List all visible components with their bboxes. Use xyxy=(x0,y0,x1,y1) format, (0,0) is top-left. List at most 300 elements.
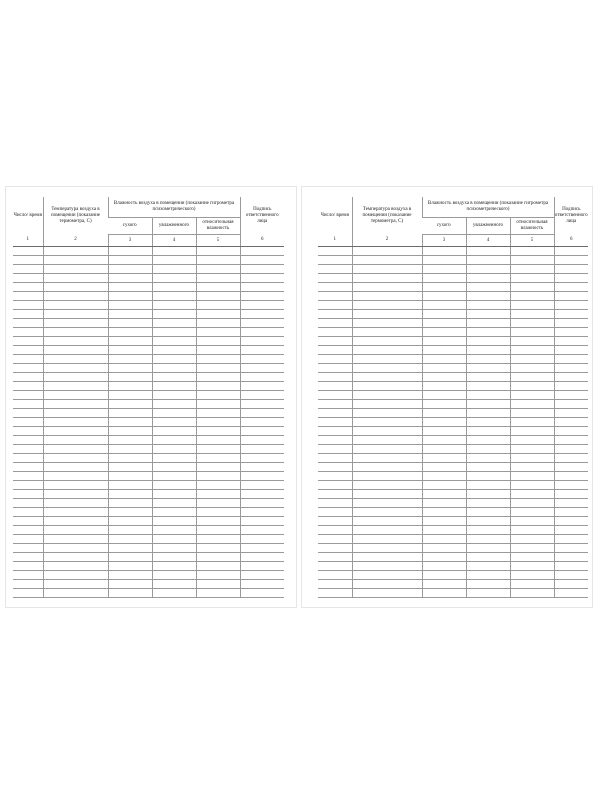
table-cell xyxy=(108,346,152,355)
table-cell xyxy=(554,247,588,256)
table-row xyxy=(13,301,284,310)
table-cell xyxy=(554,517,588,526)
table-cell xyxy=(13,310,43,319)
table-row xyxy=(13,418,284,427)
table-cell xyxy=(422,292,466,301)
table-cell xyxy=(352,247,422,256)
table-cell xyxy=(43,292,108,301)
column-number: 4 xyxy=(466,235,510,247)
table-cell xyxy=(510,481,554,490)
table-cell xyxy=(466,391,510,400)
table-cell xyxy=(510,355,554,364)
table-cell xyxy=(196,400,240,409)
table-cell xyxy=(43,409,108,418)
table-cell xyxy=(510,265,554,274)
table-cell xyxy=(108,526,152,535)
header-date-time: Число/ время xyxy=(320,212,349,218)
table-cell xyxy=(152,400,196,409)
table-row xyxy=(13,499,284,508)
table-cell xyxy=(240,400,284,409)
table-cell xyxy=(422,544,466,553)
table-cell xyxy=(554,346,588,355)
table-cell xyxy=(466,454,510,463)
table-cell xyxy=(510,310,554,319)
table-cell xyxy=(43,472,108,481)
table-cell xyxy=(240,499,284,508)
table-cell xyxy=(554,364,588,373)
table-cell xyxy=(554,499,588,508)
table-row xyxy=(318,319,588,328)
table-cell xyxy=(13,580,43,589)
table-cell xyxy=(352,373,422,382)
table-cell xyxy=(554,454,588,463)
table-cell xyxy=(13,409,43,418)
table-cell xyxy=(466,346,510,355)
table-cell xyxy=(196,589,240,598)
table-cell xyxy=(13,553,43,562)
table-cell xyxy=(152,553,196,562)
table-row xyxy=(13,562,284,571)
table-cell xyxy=(318,418,352,427)
table-cell xyxy=(43,490,108,499)
table-cell xyxy=(422,454,466,463)
table-cell xyxy=(13,445,43,454)
table-cell xyxy=(43,463,108,472)
table-cell xyxy=(43,355,108,364)
table-row xyxy=(318,508,588,517)
column-number: 2 xyxy=(352,235,422,247)
table-cell xyxy=(318,517,352,526)
table-row xyxy=(13,553,284,562)
table-cell xyxy=(422,580,466,589)
table-cell xyxy=(152,535,196,544)
table-cell xyxy=(554,544,588,553)
table-row xyxy=(13,355,284,364)
table-cell xyxy=(240,481,284,490)
table-cell xyxy=(422,463,466,472)
table-cell xyxy=(318,427,352,436)
table-cell xyxy=(196,463,240,472)
table-cell xyxy=(240,517,284,526)
table-row xyxy=(13,526,284,535)
table-cell xyxy=(466,355,510,364)
table-cell xyxy=(318,535,352,544)
table-cell xyxy=(152,337,196,346)
table-cell xyxy=(352,337,422,346)
table-cell xyxy=(108,508,152,517)
table-cell xyxy=(196,580,240,589)
table-cell xyxy=(318,400,352,409)
table-cell xyxy=(240,553,284,562)
table-cell xyxy=(108,247,152,256)
table-row xyxy=(318,463,588,472)
table-cell xyxy=(466,544,510,553)
table-cell xyxy=(152,436,196,445)
table-row xyxy=(318,571,588,580)
table-row xyxy=(318,418,588,427)
table-row xyxy=(318,427,588,436)
table-cell xyxy=(466,562,510,571)
table-cell xyxy=(510,553,554,562)
table-cell xyxy=(152,481,196,490)
table-cell xyxy=(318,436,352,445)
table-cell xyxy=(152,409,196,418)
table-cell xyxy=(318,355,352,364)
table-cell xyxy=(466,364,510,373)
table-cell xyxy=(196,544,240,553)
table-cell xyxy=(318,265,352,274)
table-cell xyxy=(240,544,284,553)
table-cell xyxy=(510,283,554,292)
table-cell xyxy=(13,562,43,571)
table-cell xyxy=(352,418,422,427)
table-cell xyxy=(108,292,152,301)
table-cell xyxy=(554,409,588,418)
table-cell xyxy=(554,589,588,598)
table-cell xyxy=(43,427,108,436)
table-row xyxy=(318,346,588,355)
table-cell xyxy=(108,382,152,391)
table-row xyxy=(13,454,284,463)
table-cell xyxy=(554,400,588,409)
table-row xyxy=(318,292,588,301)
table-cell xyxy=(352,580,422,589)
table-cell xyxy=(152,247,196,256)
table-cell xyxy=(13,337,43,346)
table-cell xyxy=(554,535,588,544)
table-cell xyxy=(318,445,352,454)
table-cell xyxy=(196,418,240,427)
table-cell xyxy=(240,445,284,454)
table-cell xyxy=(152,346,196,355)
table-cell xyxy=(318,373,352,382)
table-cell xyxy=(422,571,466,580)
table-cell xyxy=(108,391,152,400)
table-cell xyxy=(510,427,554,436)
table-row xyxy=(318,499,588,508)
table-cell xyxy=(422,517,466,526)
table-row xyxy=(318,481,588,490)
table-cell xyxy=(554,292,588,301)
table-cell xyxy=(43,499,108,508)
table-cell xyxy=(240,472,284,481)
table-cell xyxy=(352,571,422,580)
table-cell xyxy=(240,247,284,256)
table-row xyxy=(318,247,588,256)
table-row xyxy=(318,562,588,571)
table-cell xyxy=(43,346,108,355)
table-cell xyxy=(152,292,196,301)
table-cell xyxy=(196,337,240,346)
table-row xyxy=(13,472,284,481)
table-row xyxy=(318,445,588,454)
table-cell xyxy=(466,490,510,499)
table-cell xyxy=(510,490,554,499)
table-cell xyxy=(466,589,510,598)
column-number: 3 xyxy=(422,235,466,247)
table-row xyxy=(13,346,284,355)
table-cell xyxy=(422,418,466,427)
table-cell xyxy=(510,526,554,535)
table-cell xyxy=(13,571,43,580)
table-cell xyxy=(152,274,196,283)
table-cell xyxy=(43,436,108,445)
table-cell xyxy=(318,589,352,598)
table-cell xyxy=(352,265,422,274)
table-cell xyxy=(108,454,152,463)
table-cell xyxy=(196,409,240,418)
table-cell xyxy=(152,517,196,526)
table-row xyxy=(13,310,284,319)
table-cell xyxy=(554,337,588,346)
table-cell xyxy=(510,301,554,310)
table-row xyxy=(13,292,284,301)
table-cell xyxy=(510,373,554,382)
table-cell xyxy=(318,553,352,562)
table-cell xyxy=(466,481,510,490)
table-cell xyxy=(352,508,422,517)
table-cell xyxy=(152,328,196,337)
table-cell xyxy=(554,526,588,535)
table-cell xyxy=(510,328,554,337)
table-cell xyxy=(152,526,196,535)
table-row xyxy=(318,454,588,463)
table-cell xyxy=(554,382,588,391)
column-number: 5 xyxy=(510,235,554,247)
table-cell xyxy=(152,382,196,391)
table-cell xyxy=(152,373,196,382)
table-cell xyxy=(466,499,510,508)
table-row xyxy=(318,310,588,319)
table-cell xyxy=(422,265,466,274)
table-cell xyxy=(43,391,108,400)
table-cell xyxy=(196,319,240,328)
table-cell xyxy=(13,355,43,364)
table-cell xyxy=(554,490,588,499)
table-cell xyxy=(318,301,352,310)
table-cell xyxy=(318,337,352,346)
table-cell xyxy=(196,292,240,301)
table-cell xyxy=(466,400,510,409)
table-cell xyxy=(352,463,422,472)
table-cell xyxy=(196,454,240,463)
table-cell xyxy=(108,328,152,337)
table-cell xyxy=(466,337,510,346)
table-cell xyxy=(466,472,510,481)
table-cell xyxy=(152,283,196,292)
table-cell xyxy=(196,364,240,373)
table-cell xyxy=(108,490,152,499)
table-cell xyxy=(13,472,43,481)
table-cell xyxy=(554,418,588,427)
table-row xyxy=(13,490,284,499)
table-row xyxy=(13,481,284,490)
table-cell xyxy=(554,283,588,292)
table-row xyxy=(318,373,588,382)
table-cell xyxy=(43,283,108,292)
table-row xyxy=(318,535,588,544)
table-cell xyxy=(108,571,152,580)
table-cell xyxy=(196,436,240,445)
table-cell xyxy=(152,265,196,274)
table-cell xyxy=(422,283,466,292)
table-cell xyxy=(13,346,43,355)
table-row xyxy=(318,355,588,364)
table-cell xyxy=(152,355,196,364)
table-cell xyxy=(554,580,588,589)
table-cell xyxy=(352,400,422,409)
table-cell xyxy=(422,256,466,265)
table-cell xyxy=(196,355,240,364)
table-cell xyxy=(422,499,466,508)
table-row xyxy=(318,490,588,499)
table-cell xyxy=(422,391,466,400)
table-cell xyxy=(43,337,108,346)
table-cell xyxy=(466,256,510,265)
header-signature: Подпись ответственного лица xyxy=(554,197,588,235)
table-cell xyxy=(43,400,108,409)
table-row xyxy=(13,427,284,436)
table-cell xyxy=(510,571,554,580)
table-cell xyxy=(422,526,466,535)
table-cell xyxy=(13,301,43,310)
table-row xyxy=(13,445,284,454)
table-cell xyxy=(318,256,352,265)
table-cell xyxy=(466,571,510,580)
table-cell xyxy=(422,328,466,337)
table-cell xyxy=(240,436,284,445)
table-cell xyxy=(13,544,43,553)
table-cell xyxy=(352,409,422,418)
table-row xyxy=(318,391,588,400)
table-cell xyxy=(466,319,510,328)
table-row xyxy=(13,283,284,292)
table-cell xyxy=(422,508,466,517)
table-cell xyxy=(108,463,152,472)
table-cell xyxy=(43,301,108,310)
table-cell xyxy=(43,373,108,382)
table-cell xyxy=(43,526,108,535)
table-cell xyxy=(510,580,554,589)
table-cell xyxy=(196,373,240,382)
table-cell xyxy=(13,373,43,382)
table-cell xyxy=(43,445,108,454)
table-cell xyxy=(554,256,588,265)
table-cell xyxy=(152,589,196,598)
table-cell xyxy=(318,346,352,355)
table-row xyxy=(13,409,284,418)
table-row xyxy=(318,337,588,346)
table-cell xyxy=(13,256,43,265)
table-cell xyxy=(352,445,422,454)
table-cell xyxy=(352,589,422,598)
column-number: 6 xyxy=(240,235,284,247)
table-cell xyxy=(43,481,108,490)
table-cell xyxy=(318,571,352,580)
table-cell xyxy=(352,256,422,265)
table-cell xyxy=(422,535,466,544)
table-cell xyxy=(422,436,466,445)
right-page xyxy=(301,186,593,608)
table-row xyxy=(13,373,284,382)
table-cell xyxy=(43,544,108,553)
table-cell xyxy=(196,274,240,283)
table-cell xyxy=(510,463,554,472)
table-cell xyxy=(422,274,466,283)
table-cell xyxy=(43,364,108,373)
table-cell xyxy=(554,436,588,445)
table-cell xyxy=(152,508,196,517)
table-cell xyxy=(196,490,240,499)
table-row xyxy=(13,589,284,598)
table-cell xyxy=(422,409,466,418)
table-cell xyxy=(318,526,352,535)
table-cell xyxy=(108,301,152,310)
table-cell xyxy=(352,283,422,292)
table-cell xyxy=(43,319,108,328)
table-cell xyxy=(352,544,422,553)
table-cell xyxy=(510,337,554,346)
table-body xyxy=(13,247,284,598)
table-cell xyxy=(352,355,422,364)
table-cell xyxy=(108,310,152,319)
table-cell xyxy=(108,445,152,454)
table-cell xyxy=(510,319,554,328)
table-row xyxy=(318,256,588,265)
table-cell xyxy=(196,499,240,508)
table-cell xyxy=(554,328,588,337)
table-cell xyxy=(466,247,510,256)
header-temperature: Температура воздуха в помещении (показание термометра, С) xyxy=(43,197,108,235)
table-cell xyxy=(240,535,284,544)
table-cell xyxy=(352,301,422,310)
table-cell xyxy=(318,472,352,481)
table-row xyxy=(13,544,284,553)
log-table xyxy=(318,197,588,598)
table-cell xyxy=(43,265,108,274)
table-cell xyxy=(352,517,422,526)
table-cell xyxy=(510,508,554,517)
table-cell xyxy=(196,382,240,391)
table-cell xyxy=(422,562,466,571)
table-cell xyxy=(466,436,510,445)
table-row xyxy=(13,571,284,580)
table-cell xyxy=(466,409,510,418)
table-cell xyxy=(13,436,43,445)
table-cell xyxy=(352,310,422,319)
table-cell xyxy=(152,544,196,553)
table-cell xyxy=(152,319,196,328)
table-cell xyxy=(13,517,43,526)
table-cell xyxy=(422,472,466,481)
table-cell xyxy=(352,319,422,328)
table-cell xyxy=(240,418,284,427)
table-cell xyxy=(108,580,152,589)
table-cell xyxy=(152,445,196,454)
table-row xyxy=(13,382,284,391)
table-cell xyxy=(466,445,510,454)
table-cell xyxy=(196,301,240,310)
table-cell xyxy=(352,535,422,544)
table-row xyxy=(13,337,284,346)
table-cell xyxy=(466,427,510,436)
table-cell xyxy=(13,418,43,427)
table-cell xyxy=(13,490,43,499)
table-cell xyxy=(108,436,152,445)
table-cell xyxy=(43,382,108,391)
column-number: 2 xyxy=(43,235,108,247)
table-cell xyxy=(352,427,422,436)
